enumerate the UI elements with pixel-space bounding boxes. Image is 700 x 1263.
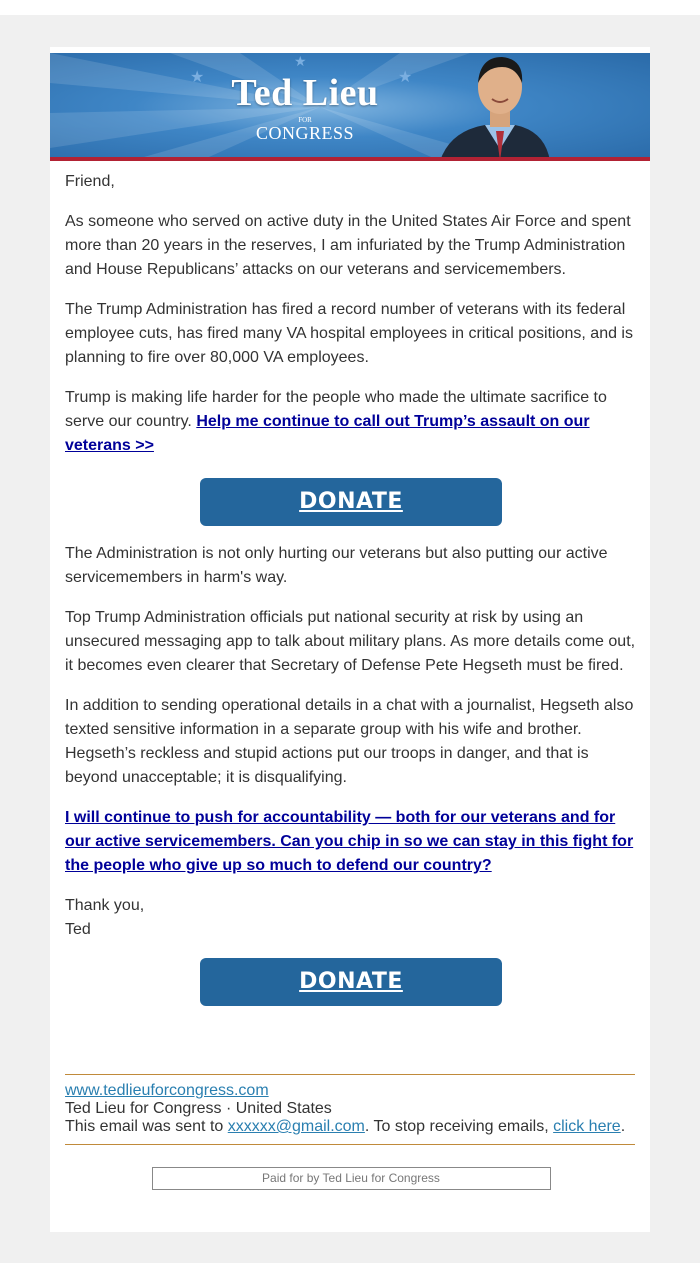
chip-in-link[interactable]: I will continue to push for accountability — both for our veterans and for our active servicemembers. Can you chip in so we can stay in this fight for the people who give up so much to defend our country? xyxy=(65,809,634,874)
email-card xyxy=(50,47,650,1232)
call-out-link[interactable]: Help me continue to call out Trump’s assault on our veterans >> xyxy=(65,413,590,454)
signoff-block xyxy=(65,894,637,942)
paragraph-administration: The Administration is not only hurting our veterans but also putting our active servicemembers in harm's way. xyxy=(65,545,608,586)
website-link[interactable]: www.tedlieuforcongress.com xyxy=(65,1082,269,1099)
banner-for: FOR xyxy=(298,116,312,124)
paragraph-security: Top Trump Administration officials put national security at risk by using an unsecured messaging app to talk about military plans. As more details come out, it becomes even clearer that Secretary of Defense Pete Hegseth must be fired. xyxy=(65,609,636,674)
star-icon: ★ xyxy=(294,53,307,69)
footer-sent-prefix: This email was sent to xyxy=(65,1118,228,1135)
signature: Ted xyxy=(65,921,91,938)
donate-button-bottom[interactable]: DONATE xyxy=(200,958,502,1006)
paragraph-firings: The Trump Administration has fired a record number of veterans with its federal employee cuts, has fired many VA hospital employees in critical positions, and is planning to fire over 80,000 VA employees. xyxy=(65,301,633,366)
candidate-portrait xyxy=(430,53,550,161)
paragraph-service: As someone who served on active duty in the United States Air Force and spent more than 20 years in the reserves, I am infuriated by the Trump Administration and House Republicans’ attacks on our veterans and servicemembers. xyxy=(65,213,631,278)
footer xyxy=(65,1075,637,1144)
star-icon: ★ xyxy=(398,69,413,86)
banner-title: Ted Lieu xyxy=(231,72,379,114)
footer-sent-suffix: . xyxy=(620,1118,626,1135)
paragraph-sacrifice-text: Trump is making life harder for the people who made the ultimate sacrifice to serve our country. xyxy=(65,389,607,430)
footer-org: Ted Lieu for Congress · United States xyxy=(65,1100,332,1117)
recipient-email-link[interactable]: xxxxxx@gmail.com xyxy=(227,1118,365,1135)
top-strip xyxy=(0,0,700,15)
signoff: Thank you, xyxy=(65,897,145,914)
header-banner xyxy=(50,53,650,161)
banner-congress: CONGRESS xyxy=(255,123,355,143)
greeting: Friend, xyxy=(65,173,115,190)
paid-for-disclaimer: Paid for by Ted Lieu for Congress xyxy=(152,1167,551,1190)
unsubscribe-link[interactable]: click here xyxy=(553,1118,621,1135)
paragraph-sacrifice xyxy=(65,386,637,458)
footer-sent-middle: . To stop receiving emails, xyxy=(364,1118,554,1135)
paragraph-hegseth: In addition to sending operational details in a chat with a journalist, Hegseth also texted sensitive information in a separate group with his wife and brother. Hegseth’s reckless and stupid actions put our troops in danger, and that is beyond unacceptable; it is disqualifying. xyxy=(65,697,634,786)
email-body xyxy=(65,170,637,1190)
star-icon: ★ xyxy=(190,69,205,86)
paragraph-accountability xyxy=(65,806,637,878)
banner-stripe xyxy=(50,157,650,161)
donate-button[interactable]: DONATE xyxy=(200,478,502,526)
